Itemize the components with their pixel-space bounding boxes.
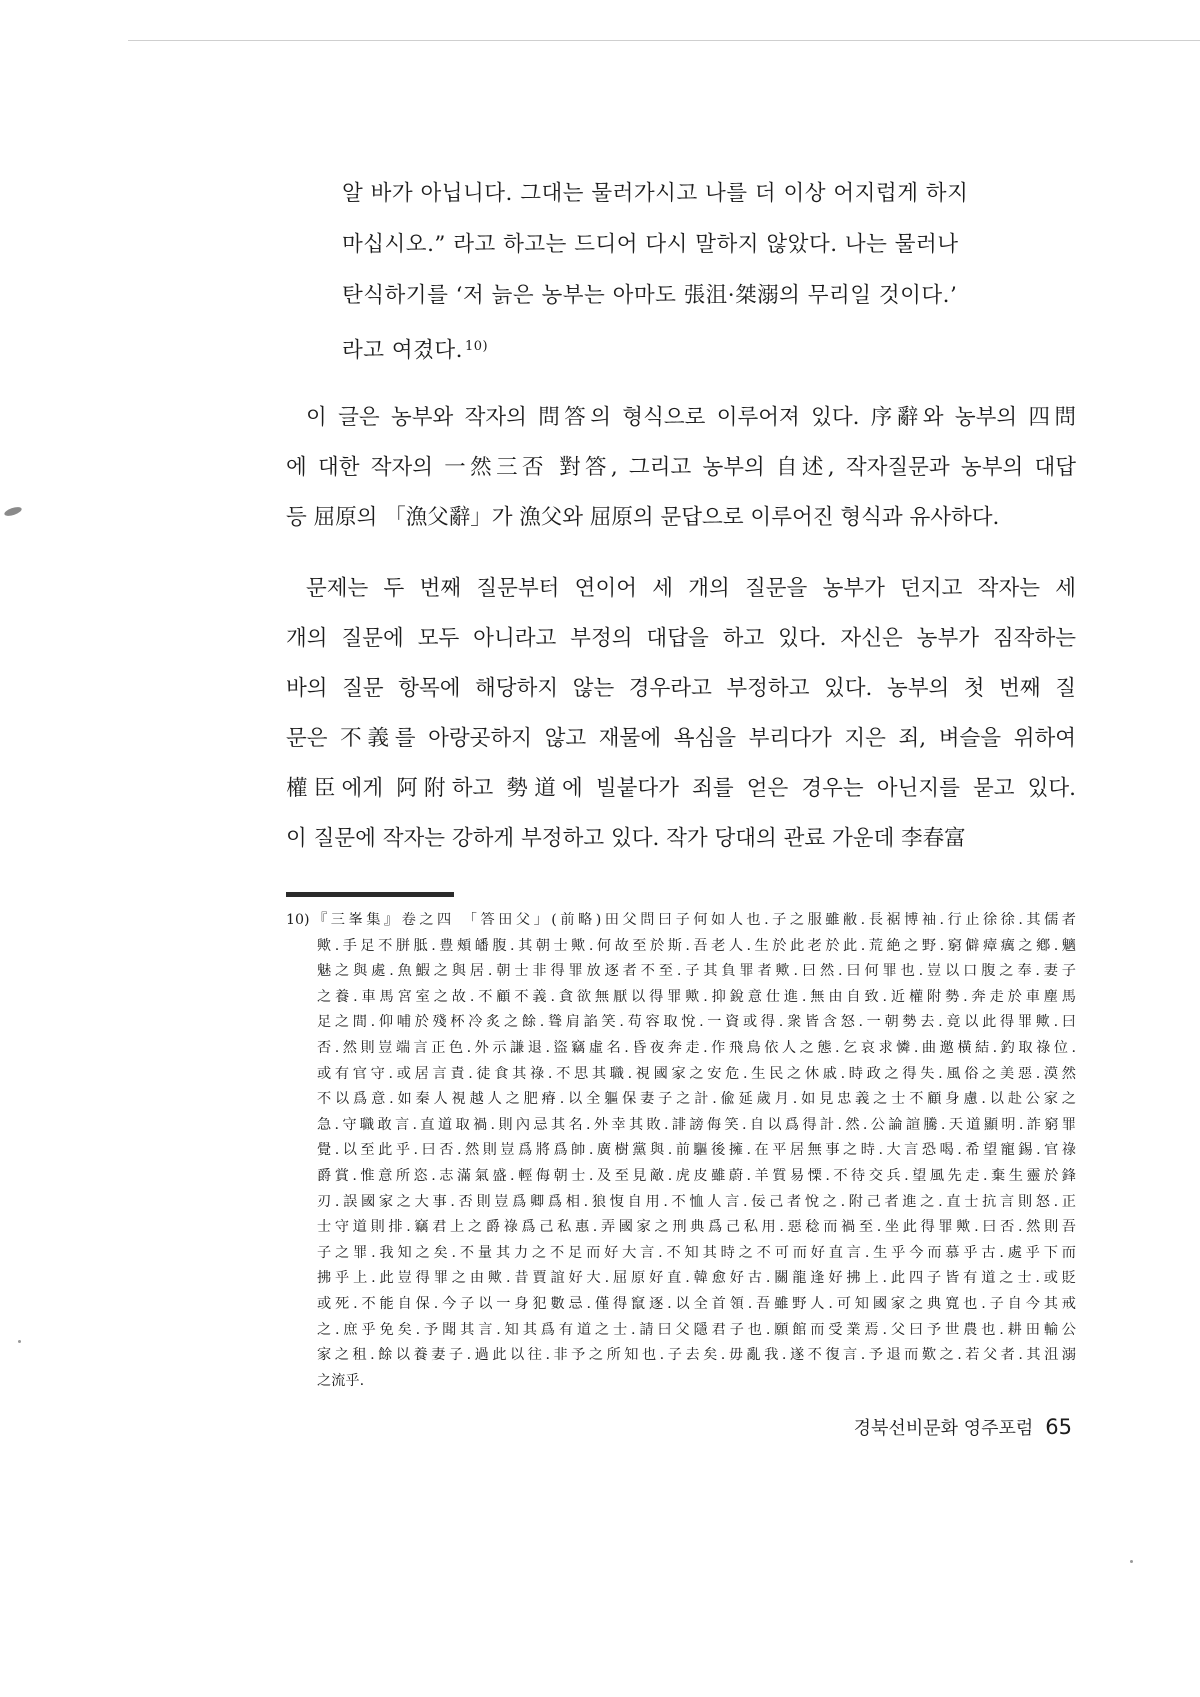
- quote-line: 알 바가 아닙니다. 그대는 물러가시고 나를 더 이상 어지럽게 하지: [342, 181, 969, 206]
- footnote-line: 歟.手足不胼胝.豊頰皤腹.其朝士歟.何故至於斯.吾老人.生於此老於此.荒絶之野.窮僻瘴癘之鄕.魑: [317, 937, 1076, 954]
- paragraph-line: 문제는 두 번째 질문부터 연이어 세 개의 질문을 농부가 던지고 작자는 세: [306, 576, 1076, 601]
- page-footer: [854, 1414, 1072, 1440]
- paragraph-gap: [286, 543, 1076, 564]
- footnote-line: 拂乎上.此豈得罪之由歟.昔賈誼好大.屈原好直.韓愈好古.關龍逢好拂上.此四子皆有道之士.或貶: [317, 1270, 1076, 1287]
- block-quote: [342, 168, 1032, 372]
- footnote-line: 或死.不能自保.今子以一身犯數忌.僅得竄逐.以全首領.吾雖野人.可知國家之典寬也.子自今其戒: [317, 1295, 1076, 1312]
- scan-dot: [1130, 1560, 1133, 1563]
- footnote-line: 否.然則豈端言正色.外示謙退.盜竊虛名.昏夜奔走.作飛鳥依人之態.乞哀求憐.曲邀橫結.釣取祿位.: [317, 1039, 1076, 1056]
- footnote-line: 刃.誤國家之大事.否則豈爲卿爲相.狼愎自用.不恤人言.佞己者悅之.附己者進之.直士抗言則怒.正: [317, 1193, 1076, 1210]
- footnote-rule: [286, 892, 454, 897]
- quote-line: 탄식하기를 ‘저 늙은 농부는 아마도 張沮·桀溺의 무리일 것이다.’: [342, 283, 958, 308]
- page-number: 65: [1045, 1415, 1072, 1439]
- footnote-line: 家之租.餘以養妻子.過此以往.非予之所知也.子去矣.毋亂我.遂不復言.予退而歎之.若父者.其沮溺: [317, 1347, 1076, 1364]
- paragraph-line: 權臣에게 阿附하고 勢道에 빌붙다가 죄를 얻은 경우는 아닌지를 묻고 있다.: [286, 776, 1076, 801]
- footnote-reference: 10): [465, 339, 489, 354]
- footnote-line: 士守道則排.竊君上之爵祿爲己私惠.弄國家之刑典爲己私用.惡稔而禍至.坐此得罪歟.曰否.然則吾: [317, 1219, 1076, 1236]
- body-text: [286, 393, 1076, 864]
- footnote-line: 不以爲意.如秦人視越人之肥瘠.以全軀保妻子之計.偸延歲月.如見忠義之士不顧身慮.以赴公家之: [317, 1091, 1076, 1108]
- journal-title: 경북선비문화 영주포럼: [853, 1418, 1034, 1439]
- paragraph-line: 등 屈原의 「漁父辭」가 漁父와 屈原의 문답으로 이루어진 형식과 유사하다.: [286, 505, 1000, 530]
- paragraph-line: 이 질문에 작자는 강하게 부정하고 있다. 작가 당대의 관료 가운데 李春富: [286, 826, 966, 851]
- footnote-line: 爵賞.惟意所恣.志滿氣盛.輕侮朝士.及至見敵.虎皮雖蔚.羊質易慄.不待交兵.望風先走.棄生靈於鋒: [317, 1167, 1076, 1184]
- footnote-line: 魅之與處.魚鰕之與居.朝士非得罪放逐者不至.子其負罪者歟.曰然.曰何罪也.豈以口腹之奉.妻子: [317, 963, 1076, 980]
- paragraph-line: 에 대한 작자의 一然三否 對答, 그리고 농부의 自述, 작자질문과 농부의 대답: [286, 455, 1076, 480]
- scan-dot: [18, 1340, 21, 1343]
- footnote-line: 子之罪.我知之矣.不量其力之不足而好大言.不知其時之不可而好直言.生乎今而慕乎古.處乎下而: [317, 1244, 1076, 1261]
- footnote-line: 之養.車馬宮室之故.不顧不義.貪欲無厭以得罪歟.抑銳意仕進.無由自致.近權附勢.奔走於車塵馬: [317, 988, 1076, 1005]
- footnote-line: 10)『三峯集』卷之四 「答田父」(前略)田父問曰子何如人也.子之服雖敝.長裾博袖.行止徐徐.其儒者: [286, 912, 1076, 928]
- scan-speck: [3, 505, 22, 517]
- footnote-line: 足之間.仰哺於殘杯冷炙之餘.聳肩諂笑.苟容取悅.一資或得.衆皆含怒.一朝勢去.竟以此得罪歟.曰: [317, 1014, 1076, 1031]
- footnote-line: 或有官守.或居言責.徒食其祿.不思其職.視國家之安危.生民之休戚.時政之得失.風俗之美惡.漠然: [317, 1065, 1076, 1082]
- footnote: [286, 908, 1076, 1394]
- top-rule: [128, 40, 1200, 41]
- paragraph-line: 바의 질문 항목에 해당하지 않는 경우라고 부정하고 있다. 농부의 첫 번째 질: [286, 676, 1076, 701]
- footnote-line: 之流乎.: [317, 1372, 365, 1389]
- quote-line-text: 라고 여겼다.: [342, 338, 464, 363]
- paragraph-line: 문은 不義를 아랑곳하지 않고 재물에 욕심을 부리다가 지은 죄, 벼슬을 위하여: [286, 726, 1076, 751]
- quote-line: 마십시오.” 라고 하고는 드디어 다시 말하지 않았다. 나는 물러나: [342, 232, 959, 257]
- paragraph-line: 이 글은 농부와 작자의 問答의 형식으로 이루어져 있다. 序辭와 농부의 四問: [306, 405, 1076, 430]
- quote-line: [342, 321, 1032, 372]
- footnote-line: 急.守職敢言.直道取禍.則內忌其名.外幸其敗.誹謗侮笑.自以爲得計.然.公論諠騰.天道顯明.詐窮罪: [317, 1116, 1076, 1133]
- paragraph-line: 개의 질문에 모두 아니라고 부정의 대답을 하고 있다. 자신은 농부가 짐작하는: [286, 626, 1076, 651]
- footnote-line: 之.庶乎免矣.予聞其言.知其爲有道之士.請曰父隱君子也.願館而受業焉.父曰予世農也.耕田輸公: [317, 1321, 1076, 1338]
- footnote-line: 覺.以至此乎.曰否.然則豈爲將爲帥.廣樹黨與.前驅後擁.在平居無事之時.大言恐喝.希望寵錫.官祿: [317, 1142, 1076, 1159]
